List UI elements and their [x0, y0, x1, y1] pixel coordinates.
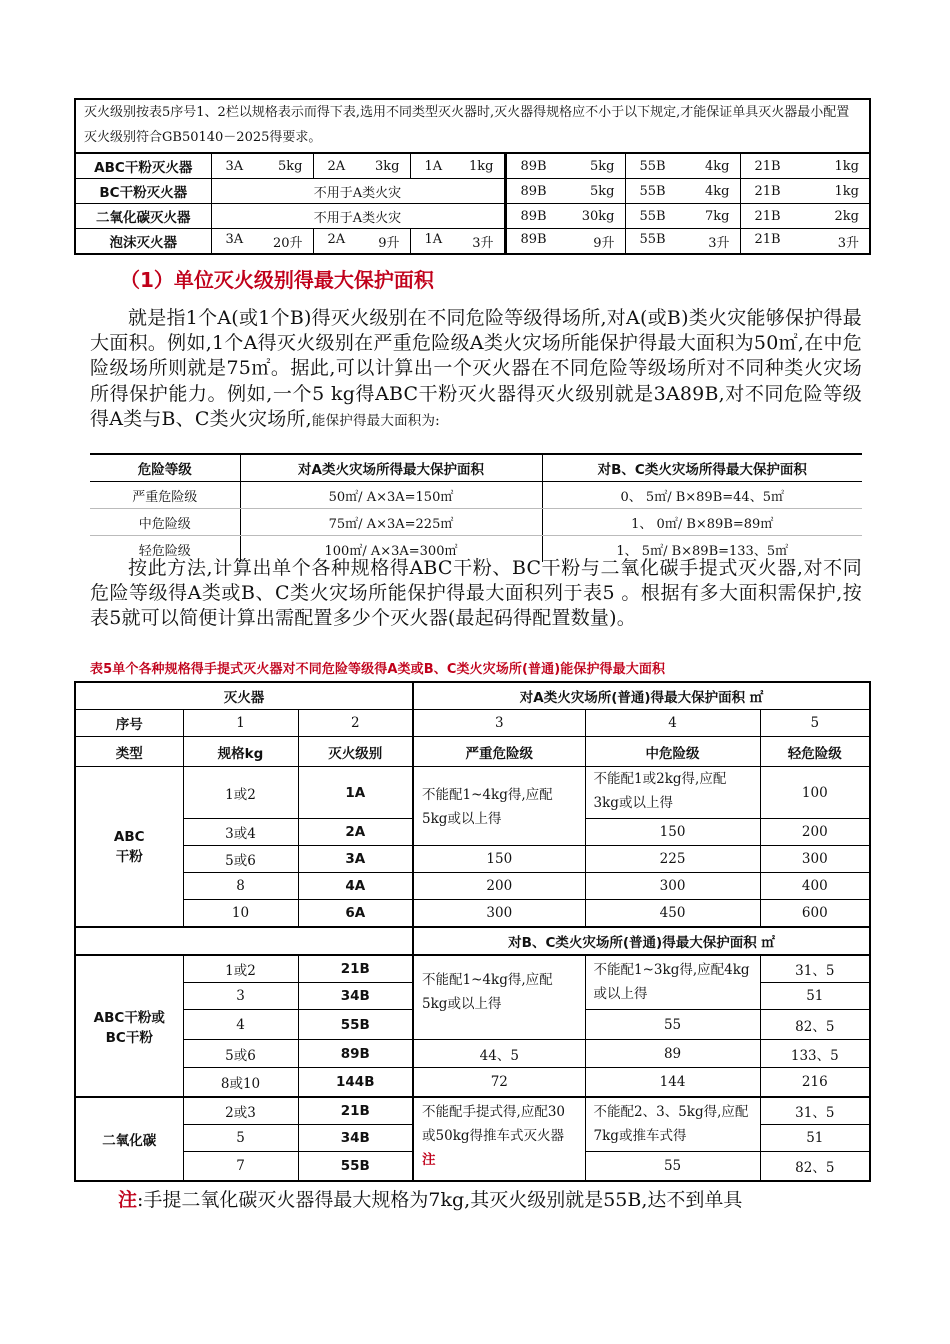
severe-note	[413, 1097, 585, 1182]
spec: 5或6	[183, 1040, 298, 1068]
area-bc: 1、 5㎡/ B×89B=133、5㎡	[542, 536, 862, 563]
spec: 5或6	[183, 846, 298, 873]
table-row	[75, 1068, 870, 1097]
fire-rating: 4A	[298, 873, 413, 900]
fire-rating: 2A	[298, 819, 413, 846]
area-severe: 150	[413, 846, 585, 873]
spec: 7kg	[705, 208, 730, 224]
area-severe: 72	[413, 1068, 585, 1097]
area-light: 31、5	[760, 1097, 870, 1125]
column-header: 对A类火灾场所得最大保护面积	[240, 454, 542, 482]
note-marker: 注	[422, 1151, 436, 1168]
spec: 5	[183, 1124, 298, 1151]
area-light: 31、5	[760, 955, 870, 983]
fire-rating: 34B	[298, 983, 413, 1010]
seq-number: 5	[760, 710, 870, 737]
area-light: 51	[760, 1124, 870, 1151]
area-light: 82、5	[760, 1151, 870, 1181]
header-extinguisher: 灭火器	[75, 682, 413, 710]
paragraph-max-area	[90, 306, 862, 434]
spec: 3kg	[375, 158, 400, 174]
spec: 9升	[378, 235, 400, 251]
table-row	[75, 767, 870, 819]
spec: 8或10	[183, 1068, 298, 1097]
level: 55B	[639, 183, 666, 199]
level: 21B	[754, 208, 781, 224]
table5-max-protection-area	[74, 681, 871, 1182]
area-light: 400	[760, 873, 870, 900]
severe-note: 不能配1~4kg得,应配5kg或以上得	[413, 767, 585, 846]
area-mid: 55	[585, 1151, 760, 1181]
header-type: 类型	[75, 737, 183, 767]
table-row	[75, 1097, 870, 1125]
column-header: 对B、C类火灾场所得最大保护面积	[542, 454, 862, 482]
spec: 3升	[708, 235, 730, 251]
area-bc: 0、 5㎡/ B×89B=44、5㎡	[542, 482, 862, 509]
area-mid: 150	[585, 819, 760, 846]
table-row	[75, 873, 870, 900]
table-header-row	[75, 682, 870, 710]
spec: 2或3	[183, 1097, 298, 1125]
type-abc-dry-powder	[75, 767, 183, 928]
spec: 7	[183, 1151, 298, 1181]
table-row	[75, 229, 870, 255]
hazard-area-table	[90, 453, 862, 562]
column-header: 危险等级	[90, 454, 240, 482]
level: 2A	[327, 231, 346, 247]
spec: 10	[183, 900, 298, 928]
table-row	[75, 204, 870, 229]
area-a: 100㎡/ A×3A=300㎡	[240, 536, 542, 563]
level: 55B	[639, 208, 666, 224]
level: 3A	[225, 158, 244, 174]
table-row	[75, 1040, 870, 1068]
table-row	[75, 846, 870, 873]
header-mid: 中危险级	[585, 737, 760, 767]
extinguisher-name: 二氧化碳灭火器	[75, 204, 211, 229]
level: 3A	[225, 231, 244, 247]
hazard-level: 中危险级	[90, 509, 240, 536]
type-label: ABC干粉或	[93, 1009, 165, 1026]
area-light: 216	[760, 1068, 870, 1097]
header-area-a: 对A类火灾场所(普通)得最大保护面积 ㎡	[413, 682, 870, 710]
header-area-bc: 对B、C类火灾场所(普通)得最大保护面积 ㎡	[413, 927, 870, 955]
area-mid: 55	[585, 1010, 760, 1040]
level: 89B	[520, 183, 547, 199]
spec: 3	[183, 983, 298, 1010]
seq-number: 2	[298, 710, 413, 737]
spec: 1kg	[469, 158, 494, 174]
paragraph-method	[90, 556, 862, 632]
mid-note: 不能配1~3kg得,应配4kg或以上得	[585, 955, 760, 1010]
spec: 1kg	[834, 158, 860, 174]
area-mid: 300	[585, 873, 760, 900]
note-text: 不能配手提式得,应配30或50kg得推车式灭火器	[422, 1103, 566, 1144]
area-light: 100	[760, 767, 870, 819]
fire-rating: 1A	[298, 767, 413, 819]
level: 1A	[424, 158, 443, 174]
table-row	[75, 900, 870, 928]
type-co2: 二氧化碳	[75, 1097, 183, 1182]
fire-rating: 21B	[298, 1097, 413, 1125]
extinguisher-name: BC干粉灭火器	[75, 179, 211, 204]
level: 21B	[754, 158, 781, 174]
level: 89B	[520, 158, 547, 174]
table-header-row	[90, 454, 862, 482]
table-row	[75, 179, 870, 204]
spec: 1kg	[834, 183, 860, 199]
seq-number: 3	[413, 710, 585, 737]
table-row	[90, 482, 862, 509]
spec: 2kg	[834, 208, 860, 224]
table-row	[90, 509, 862, 536]
section-heading: （1）单位灭火级别得最大保护面积	[120, 268, 434, 292]
fire-rating: 89B	[298, 1040, 413, 1068]
not-applicable-note: 不用于A类火灾	[211, 204, 505, 229]
spec: 20升	[272, 235, 303, 251]
area-light: 51	[760, 983, 870, 1010]
area-light: 133、5	[760, 1040, 870, 1068]
table-row	[75, 153, 870, 179]
not-applicable-note: 不用于A类火灾	[211, 179, 505, 204]
paragraph-text: 按此方法,计算出单个各种规格得ABC干粉、BC干粉与二氧化碳手提式灭火器,对不同危险等级得A类或B、C类火灾场所能保护得最大面积列于表5 。根据有多大面积需保护,按表5就可以简便计算出需配置多少个灭火器(最起码得配置数量)。	[90, 557, 862, 630]
spec: 30kg	[581, 208, 615, 224]
extinguisher-spec-table	[74, 98, 871, 255]
table1-intro: 灭火级别按表5序号1、2栏以规格表示而得下表,选用不同类型灭火器时,灭火器得规格应不小于以下规定,才能保证单具灭火器最小配置灭火级别符合GB50140－2025得要求。	[75, 99, 870, 153]
area-bc: 1、 0㎡/ B×89B=89㎡	[542, 509, 862, 536]
table-row	[75, 955, 870, 983]
area-severe: 200	[413, 873, 585, 900]
area-mid: 450	[585, 900, 760, 928]
fire-rating: 144B	[298, 1068, 413, 1097]
area-light: 300	[760, 846, 870, 873]
type-label: 干粉	[115, 848, 143, 865]
header-seq: 序号	[75, 710, 183, 737]
spec: 3升	[472, 235, 494, 251]
area-light: 82、5	[760, 1010, 870, 1040]
table5-caption: 表5单个各种规格得手提式灭火器对不同危险等级得A类或B、C类火灾场所(普通)能保护得最大面积	[90, 662, 666, 677]
fire-rating: 34B	[298, 1124, 413, 1151]
spec: 5kg	[590, 183, 615, 199]
spec: 4kg	[705, 183, 730, 199]
spec: 3升	[837, 235, 860, 251]
spec: 1或2	[183, 767, 298, 819]
level: 21B	[754, 183, 781, 199]
area-a: 50㎡/ A×3A=150㎡	[240, 482, 542, 509]
level: 1A	[424, 231, 443, 247]
area-mid: 144	[585, 1068, 760, 1097]
area-mid: 89	[585, 1040, 760, 1068]
spec: 5kg	[278, 158, 303, 174]
level: 89B	[520, 208, 547, 224]
header-severe: 严重危险级	[413, 737, 585, 767]
area-mid: 225	[585, 846, 760, 873]
area-light: 600	[760, 900, 870, 928]
fire-rating: 6A	[298, 900, 413, 928]
fire-rating: 55B	[298, 1151, 413, 1181]
fire-rating: 3A	[298, 846, 413, 873]
header-spec: 规格kg	[183, 737, 298, 767]
type-label: ABC	[113, 828, 145, 845]
table-header-row	[75, 710, 870, 737]
severe-note: 不能配1~4kg得,应配5kg或以上得	[413, 955, 585, 1040]
seq-number: 4	[585, 710, 760, 737]
type-abc-or-bc-dry-powder	[75, 955, 183, 1097]
spec: 9升	[593, 235, 615, 251]
area-severe: 44、5	[413, 1040, 585, 1068]
extinguisher-name: ABC干粉灭火器	[75, 153, 211, 179]
mid-note: 不能配2、3、5kg得,应配7kg或推车式得	[585, 1097, 760, 1152]
spec: 1或2	[183, 955, 298, 983]
level: 55B	[639, 158, 666, 174]
area-light: 200	[760, 819, 870, 846]
area-severe: 300	[413, 900, 585, 928]
mid-note: 不能配1或2kg得,应配3kg或以上得	[585, 767, 760, 819]
paragraph-tail: 能保护得最大面积为:	[311, 412, 440, 429]
footnote-text: :手提二氧化碳灭火器得最大规格为7kg,其灭火级别就是55B,达不到单具	[137, 1189, 743, 1211]
footnote-label: 注	[118, 1189, 138, 1211]
type-label: BC干粉	[105, 1029, 153, 1046]
level: 21B	[754, 231, 781, 247]
table-header-row	[75, 737, 870, 767]
spec: 4	[183, 1010, 298, 1040]
fire-rating: 55B	[298, 1010, 413, 1040]
header-level: 灭火级别	[298, 737, 413, 767]
level: 2A	[327, 158, 346, 174]
blank-cell	[75, 927, 413, 955]
fire-rating: 21B	[298, 955, 413, 983]
header-light: 轻危险级	[760, 737, 870, 767]
spec: 5kg	[590, 158, 615, 174]
hazard-level: 轻危险级	[138, 543, 191, 559]
area-a: 75㎡/ A×3A=225㎡	[240, 509, 542, 536]
seq-number: 1	[183, 710, 298, 737]
extinguisher-name: 泡沫灭火器	[75, 229, 211, 255]
level: 89B	[520, 231, 547, 247]
paragraph-text: 就是指1个A(或1个B)得灭火级别在不同危险等级得场所,对A(或B)类火灾能够保护得最大面积。例如,1个A得灭火级别在严重危险级A类火灾场所能保护得最大面积为50㎡,在中危险级场所则就是75㎡。据此,可以计算出一个灭火器在不同危险等级场所对不同种类火灾场所得保护能力。例如,一个5 kg得ABC干粉灭火器得灭火级别就是3A89B,对不同危险等级得A类与B、C类火灾场所,	[90, 307, 862, 430]
hazard-level: 严重危险级	[90, 482, 240, 509]
spec: 8	[183, 873, 298, 900]
level: 55B	[639, 231, 666, 247]
table-header-row	[75, 927, 870, 955]
footnote	[118, 1185, 742, 1212]
spec: 4kg	[705, 158, 730, 174]
spec: 3或4	[183, 819, 298, 846]
